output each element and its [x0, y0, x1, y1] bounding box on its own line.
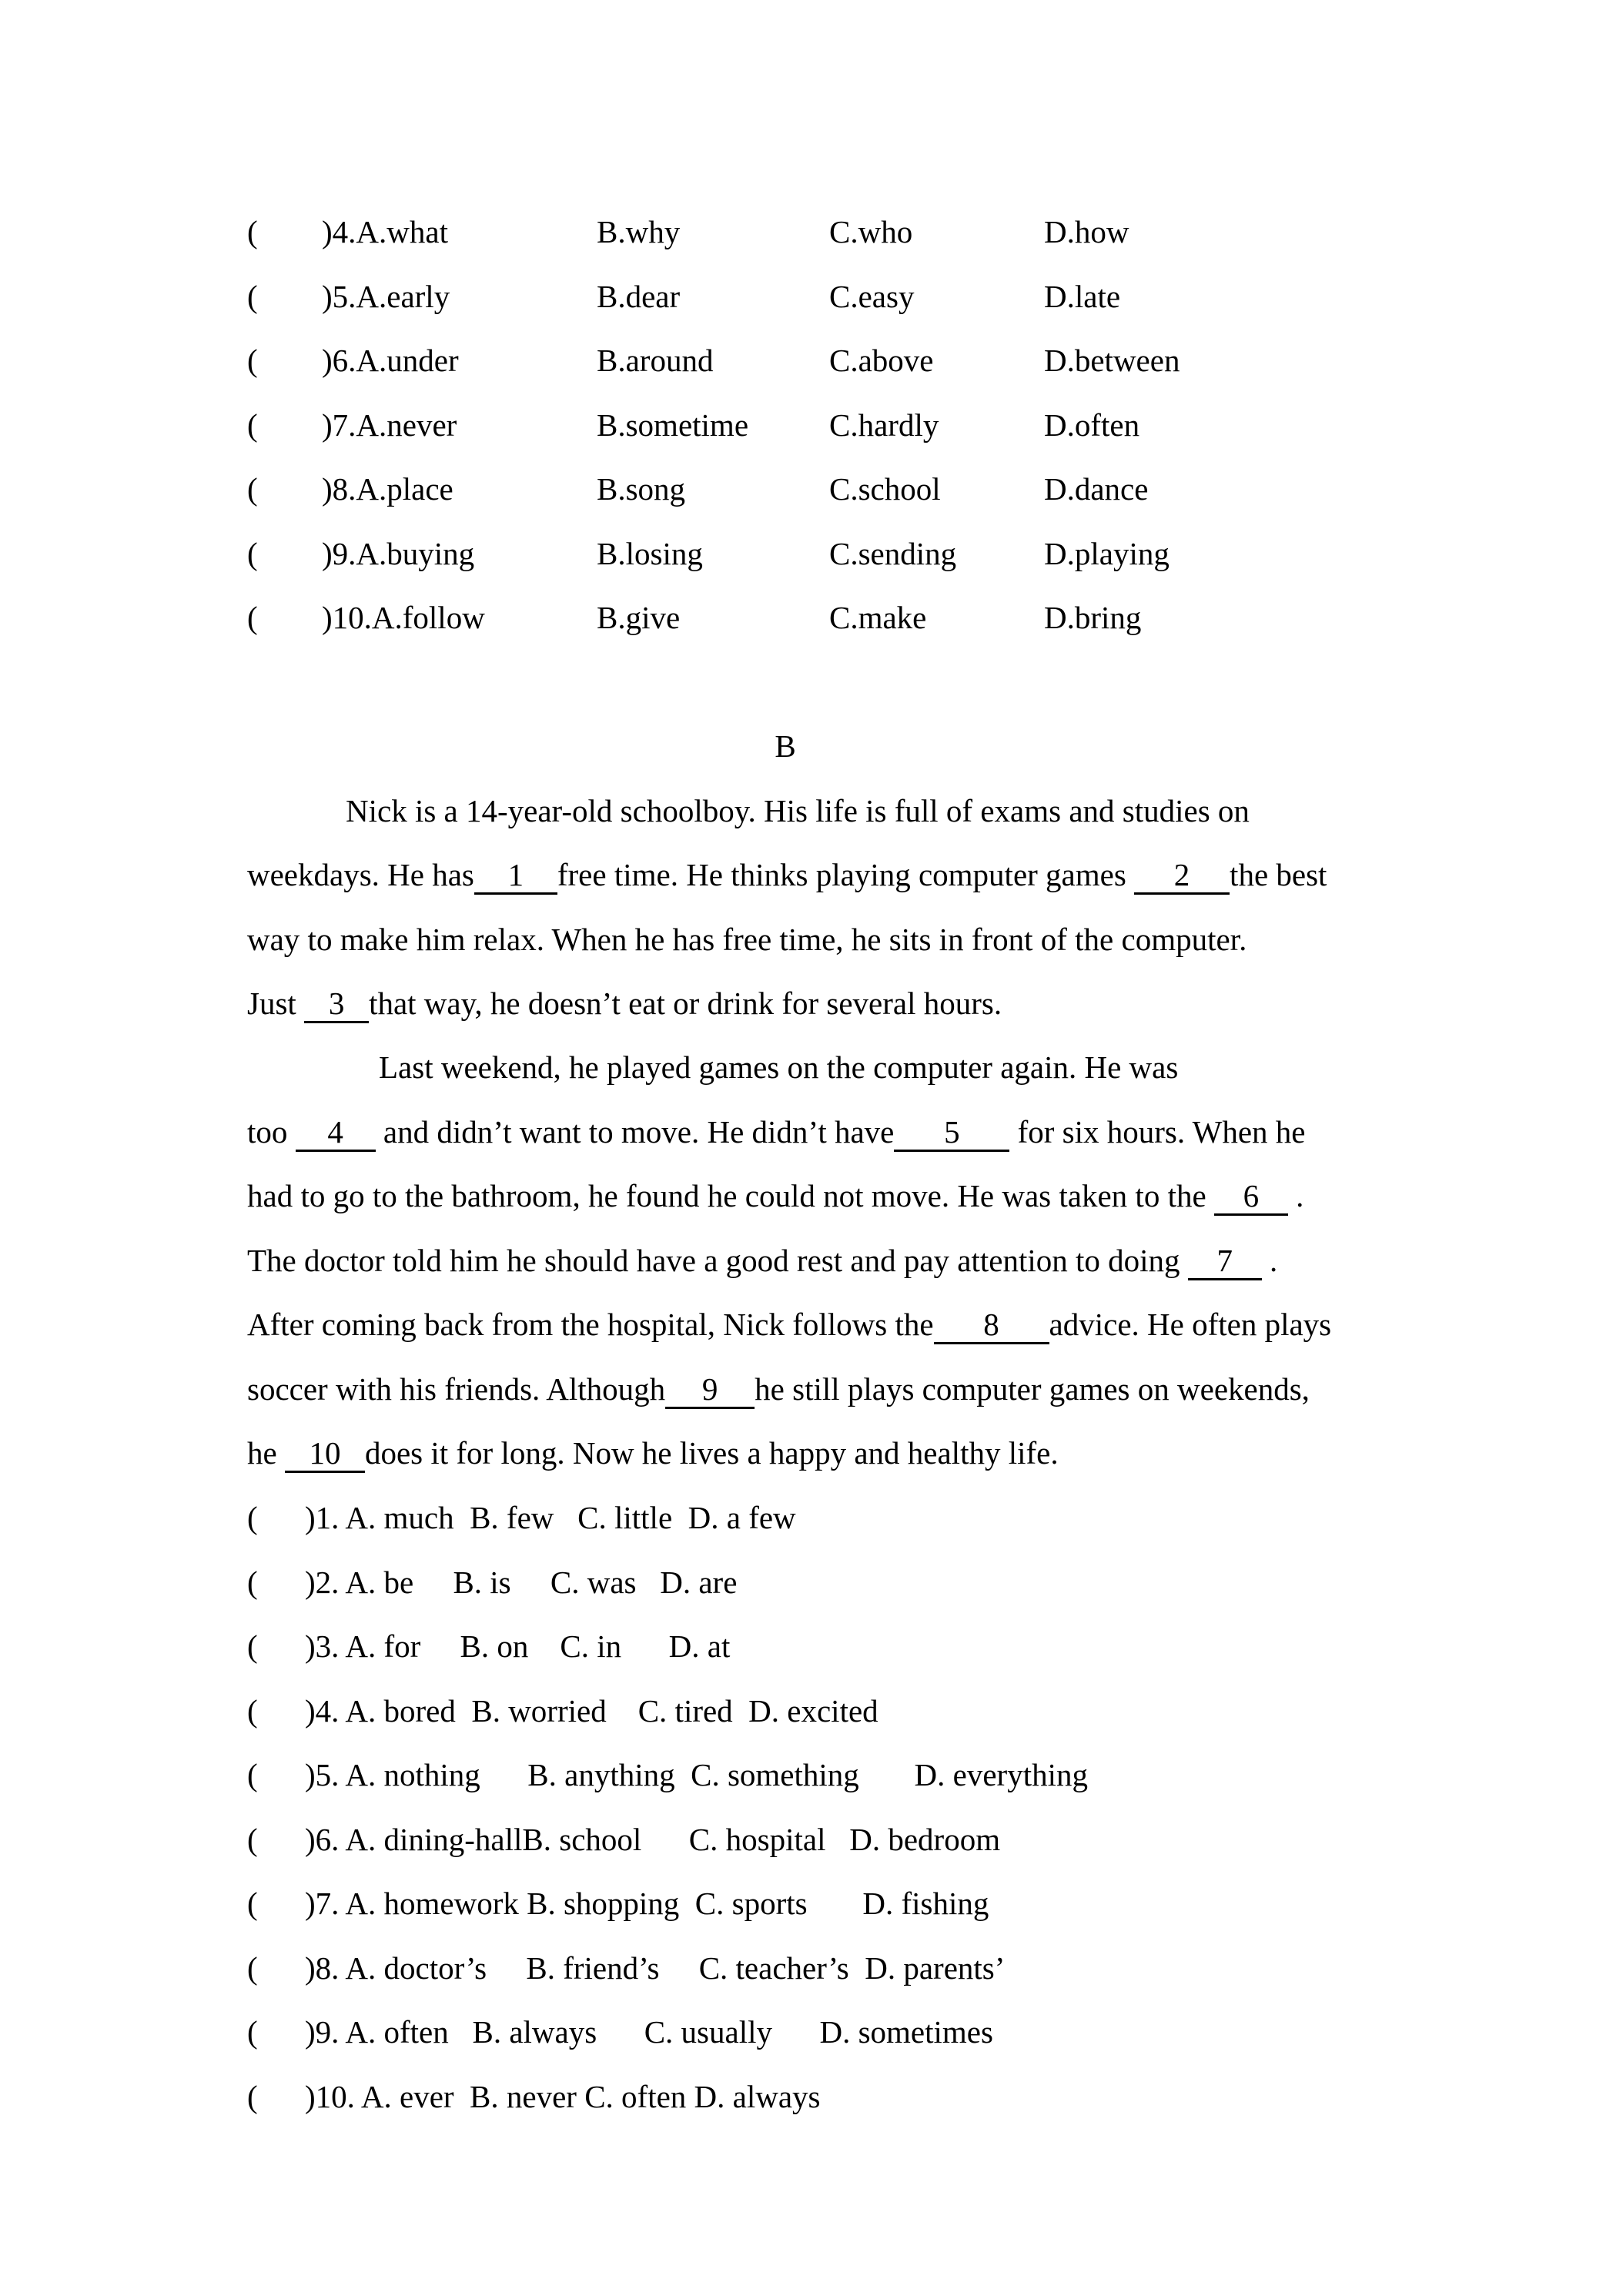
passage-line: Last weekend, he played games on the computer again. He was: [379, 1049, 1179, 1085]
question-options: )5. A. nothing B. anything C. something D. everything: [305, 1757, 1088, 1792]
blank-4[interactable]: 4: [296, 1116, 376, 1152]
option-c: C.above: [829, 343, 934, 378]
answer-paren: (: [247, 1886, 258, 1921]
passage-line: [247, 1116, 1306, 1152]
option-a: )10.A.follow: [322, 600, 485, 635]
question-options: )7. A. homework B. shopping C. sports D. fishing: [305, 1886, 989, 1921]
blank-2[interactable]: 2: [1134, 859, 1230, 895]
passage-line: [247, 1180, 1303, 1216]
passage-text: for six hours. When he: [1009, 1114, 1306, 1150]
answer-paren: (: [247, 1628, 258, 1664]
option-d: D.playing: [1044, 536, 1170, 571]
passage-line: [247, 859, 1327, 895]
answer-paren: (: [247, 2079, 258, 2114]
passage-text: Just: [247, 986, 305, 1021]
blank-3[interactable]: 3: [304, 988, 369, 1023]
passage-text: does it for long. Now he lives a happy and healthy life.: [364, 1435, 1059, 1471]
answer-paren: (: [247, 471, 258, 507]
passage-line: [247, 1371, 1310, 1409]
passage-text: he: [247, 1435, 285, 1471]
option-c: C.school: [829, 471, 941, 507]
passage-text: weekdays. He has: [247, 857, 474, 892]
answer-paren: (: [247, 407, 258, 443]
blank-7[interactable]: 7: [1188, 1245, 1262, 1280]
passage-text: that way, he doesn’t eat or drink for several hours.: [369, 986, 1002, 1021]
blank-5[interactable]: 5: [894, 1116, 1009, 1152]
option-c: C.easy: [829, 279, 915, 314]
option-b: B.why: [597, 214, 681, 249]
blank-10[interactable]: 10: [285, 1438, 365, 1473]
answer-paren: (: [247, 1950, 258, 1986]
option-b: B.song: [597, 471, 686, 507]
blank-6[interactable]: 6: [1214, 1180, 1288, 1216]
question-options: )4. A. bored B. worried C. tired D. excited: [305, 1693, 878, 1729]
section-title: B: [775, 728, 796, 764]
answer-paren: (: [247, 1693, 258, 1729]
passage-line: [247, 1245, 1277, 1280]
option-b: B.around: [597, 343, 714, 378]
question-options: )1. A. much B. few C. little D. a few: [305, 1500, 796, 1535]
question-options: )2. A. be B. is C. was D. are: [305, 1565, 738, 1600]
option-d: D.late: [1044, 279, 1121, 314]
option-d: D.how: [1044, 214, 1129, 249]
answer-paren: (: [247, 2014, 258, 2050]
option-a: )6.A.under: [322, 343, 459, 378]
question-options: )8. A. doctor’s B. friend’s C. teacher’s D. parents’: [305, 1950, 1006, 1986]
answer-paren: (: [247, 600, 258, 635]
answer-paren: (: [247, 279, 258, 314]
passage-line: Nick is a 14-year-old schoolboy. His life is full of exams and studies on: [346, 793, 1250, 828]
blank-9[interactable]: 9: [665, 1374, 755, 1409]
option-b: B.losing: [597, 536, 703, 571]
option-a: )4.A.what: [322, 214, 448, 249]
passage-text: had to go to the bathroom, he found he could not move. He was taken to the: [247, 1178, 1214, 1213]
option-c: C.hardly: [829, 407, 939, 443]
passage-line: [247, 988, 1002, 1023]
answer-paren: (: [247, 1757, 258, 1792]
option-d: D.dance: [1044, 471, 1149, 507]
question-options: )10. A. ever B. never C. often D. always: [305, 2079, 821, 2114]
passage-line: way to make him relax. When he has free time, he sits in front of the computer.: [247, 922, 1247, 957]
answer-paren: (: [247, 343, 258, 378]
option-d: D.between: [1044, 343, 1180, 378]
option-c: C.who: [829, 214, 913, 249]
question-options: )6. A. dining-hallB. school C. hospital D. bedroom: [305, 1822, 1001, 1857]
answer-paren: (: [247, 214, 258, 249]
option-b: B.give: [597, 600, 681, 635]
passage-text: After coming back from the hospital, Nick follows the: [247, 1307, 934, 1342]
passage-text: advice. He often plays: [1049, 1307, 1332, 1342]
option-b: B.sometime: [597, 407, 749, 443]
passage-line: [247, 1309, 1331, 1344]
option-d: D.bring: [1044, 600, 1142, 635]
option-a: )9.A.buying: [322, 536, 475, 571]
passage-text: too: [247, 1114, 296, 1150]
answer-paren: (: [247, 1500, 258, 1535]
option-a: )8.A.place: [322, 471, 453, 507]
answer-paren: (: [247, 1565, 258, 1600]
question-options: )9. A. often B. always C. usually D. sometimes: [305, 2014, 993, 2050]
passage-text: and didn’t want to move. He didn’t have: [375, 1114, 895, 1150]
option-c: C.make: [829, 600, 927, 635]
passage-text: The doctor told him he should have a good rest and pay attention to doing: [247, 1243, 1188, 1278]
passage-text: he still plays computer games on weekends,: [755, 1371, 1310, 1407]
option-d: D.often: [1044, 407, 1140, 443]
answer-paren: (: [247, 536, 258, 571]
blank-1[interactable]: 1: [474, 859, 557, 895]
passage-text: .: [1287, 1178, 1304, 1213]
passage-text: the best: [1230, 857, 1327, 892]
option-c: C.sending: [829, 536, 957, 571]
blank-8[interactable]: 8: [934, 1309, 1049, 1344]
passage-text: free time. He thinks playing computer games: [557, 857, 1135, 892]
answer-paren: (: [247, 1822, 258, 1857]
option-a: )7.A.never: [322, 407, 457, 443]
option-b: B.dear: [597, 279, 681, 314]
passage-text: .: [1261, 1243, 1278, 1278]
option-a: )5.A.early: [322, 279, 450, 314]
question-options: )3. A. for B. on C. in D. at: [305, 1628, 731, 1664]
passage-text: soccer with his friends. Although: [247, 1371, 666, 1407]
passage-line: [247, 1435, 1059, 1473]
